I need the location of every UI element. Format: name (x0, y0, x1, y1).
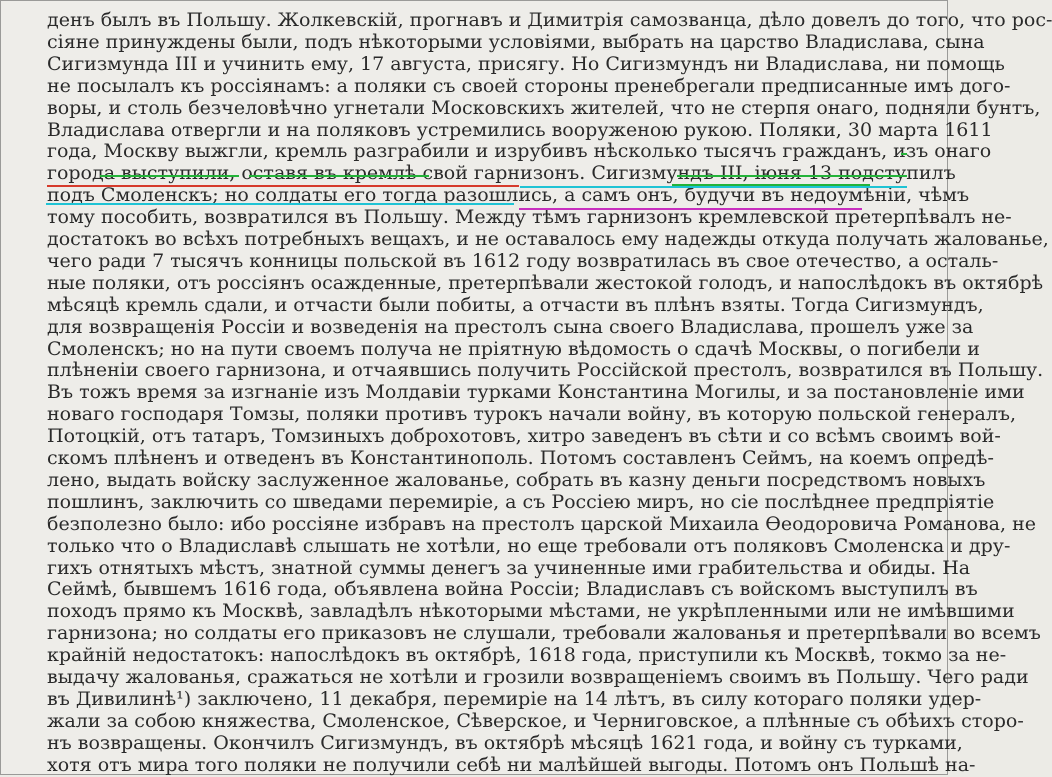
text-line: города выступили, оставя въ кремлѣ свой гарнизонъ. Сигизмундъ III, іюня 13 подступилъ (47, 162, 956, 185)
text-line: Владислава отвергли и на поляковъ устремились вооруженою рукою. Поляки, 30 марта 1611 (47, 118, 993, 141)
text-line: Потоцкій, отъ татаръ, Томзиныхъ доброхотовъ, хитро заведенъ въ сѣти и со всѣмъ своимъ вой- (47, 425, 1001, 448)
text-line: Смоленскъ; но на пути своемъ получа не пріятную вѣдомость о сдачѣ Москвы, о погибели и (47, 337, 980, 360)
text-line: гарнизона; но солдаты его приказовъ не слушали, требовали жалованья и претерпѣвали во всемъ (47, 622, 1041, 645)
text-line: Сеймѣ, бывшемъ 1616 года, объявлена война Россіи; Владиславъ съ войскомъ выступилъ въ (47, 578, 978, 601)
text-line: скомъ плѣненъ и отведенъ въ Константинополь. Потомъ составленъ Сеймъ, на коемъ опредѣ- (47, 447, 994, 469)
text-line: Въ тожъ время за изгнаніе изъ Молдавіи турками Константина Могилы, и за постановленіе ими (47, 381, 1025, 404)
text-line: гихъ отнятыхъ мѣстъ, знатной суммы денегъ за учиненные ими грабительства и обиды. На (47, 556, 971, 579)
text-line: для возвращенія Россіи и возведенія на престолъ сына своего Владислава, прошелъ уже за (47, 315, 974, 338)
text-line: воры, и столь безчеловѣчно угнетали Московскихъ жителей, что не стерпя онаго, подняли бунтъ, (47, 96, 1041, 119)
underline-mark (677, 175, 907, 177)
text-line: достатокъ во всѣхъ потребныхъ вещахъ, и не оставалось ему надежды откуда получать жалованье, (47, 228, 1049, 250)
text-line: лено, выдать войску заслуженное жалованье, собрать въ казну деньги посредствомъ новыхъ (47, 468, 986, 491)
text-line: мѣсяцѣ кремль сдали, и отчасти были побиты, а отчасти въ плѣнъ взяты. Тогда Сигизмундъ, (47, 293, 984, 316)
text-line: безполезно было: ибо россіяне избравъ на престолъ царской Михаила Ѳеодоровича Романова, не (47, 512, 1036, 535)
text-line: денъ былъ въ Польшу. Жолкевскій, прогнавъ и Димитрія самозванца, дѣло довелъ до того, что рос- (47, 9, 1052, 31)
text-line: жали за собою княжества, Смоленское, Сѣверское, и Черниговское, а плѣнные съ обѣихъ сторо- (47, 709, 1024, 732)
text-line: нъ возвращены. Окончилъ Сигизмундъ, въ октябрѣ мѣсяцѣ 1621 года, и войну съ турками, (47, 731, 963, 754)
text-line: подъ Смоленскъ; но солдаты его тогда разошлись, а самъ онъ, будучи въ недоумѣніи, чѣмъ (47, 184, 970, 207)
text-line: походъ прямо къ Москвѣ, завладѣлъ нѣкоторыми мѣстами, не укрѣпленными или не имѣвшими (47, 600, 1015, 623)
text-line: чего ради 7 тысячъ конницы польской въ 1612 году возвратилась въ свое отечество, а осталь- (47, 249, 999, 272)
underline-mark (901, 153, 907, 155)
underline-mark (249, 175, 429, 177)
text-line: плѣненіи своего гарнизона, и отчаявшись получить Россійской престолъ, возвратился въ Польшу. (47, 359, 1044, 382)
underline-mark (47, 185, 519, 187)
text-line: Сигизмунда III и учинить ему, 17 августа, присягу. Но Сигизмундъ ни Владислава, ни помощь (47, 52, 1005, 75)
text-line: только что о Владиславѣ слышать не хотѣли, но еще требовали отъ поляковъ Смоленска и дру- (47, 534, 1011, 557)
text-line: сіяне принуждены были, подъ нѣкоторыми условіями, выбрать на царство Владислава, сына (47, 30, 985, 53)
text-line: не посылалъ къ россіянамъ: а поляки съ своей стороны пренебрегали предписанные имъ дого- (47, 74, 1011, 97)
text-line: хотя отъ мира того поляки не получили себѣ ни малѣйшей выгоды. Потомъ онъ Польшѣ на- (47, 753, 976, 776)
underline-mark (100, 175, 239, 177)
underline-mark (46, 203, 514, 205)
text-line: ные поляки, отъ россіянъ осажденные, претерпѣвали жестокой голодъ, и напослѣдокъ въ октябрѣ (47, 271, 1044, 294)
underline-mark (519, 208, 862, 210)
text-line: тому пособить, возвратился въ Польшу. Между тѣмъ гарнизонъ кремлевской претерпѣвалъ не- (47, 206, 1012, 229)
text-line: новаго господаря Томзы, поляки противъ турокъ начали войну, въ которую польской генералъ, (47, 403, 1017, 426)
underline-mark (520, 186, 907, 188)
text-line: крайній недостатокъ: напослѣдокъ въ октябрѣ, 1618 года, приступили къ Москвѣ, токмо за не- (47, 644, 1007, 667)
text-line: въ Дивилинѣ¹) заключено, 11 декабря, перемиріе на 14 лѣтъ, въ силу котораго поляки удер- (47, 687, 982, 710)
text-line: пошлинъ, заключить со шведами перемиріе, а съ Россіею миръ, но сіе послѣднее предпріятіе (47, 490, 995, 513)
text-line: выдачу жалованья, сражаться не хотѣли и грозили возвращеніемъ своимъ въ Польшу. Чего ради (47, 666, 1029, 688)
text-line: года, Москву выжгли, кремль разграбили и изрубивъ нѣсколько тысячъ гражданъ, изъ онаго (47, 140, 992, 163)
